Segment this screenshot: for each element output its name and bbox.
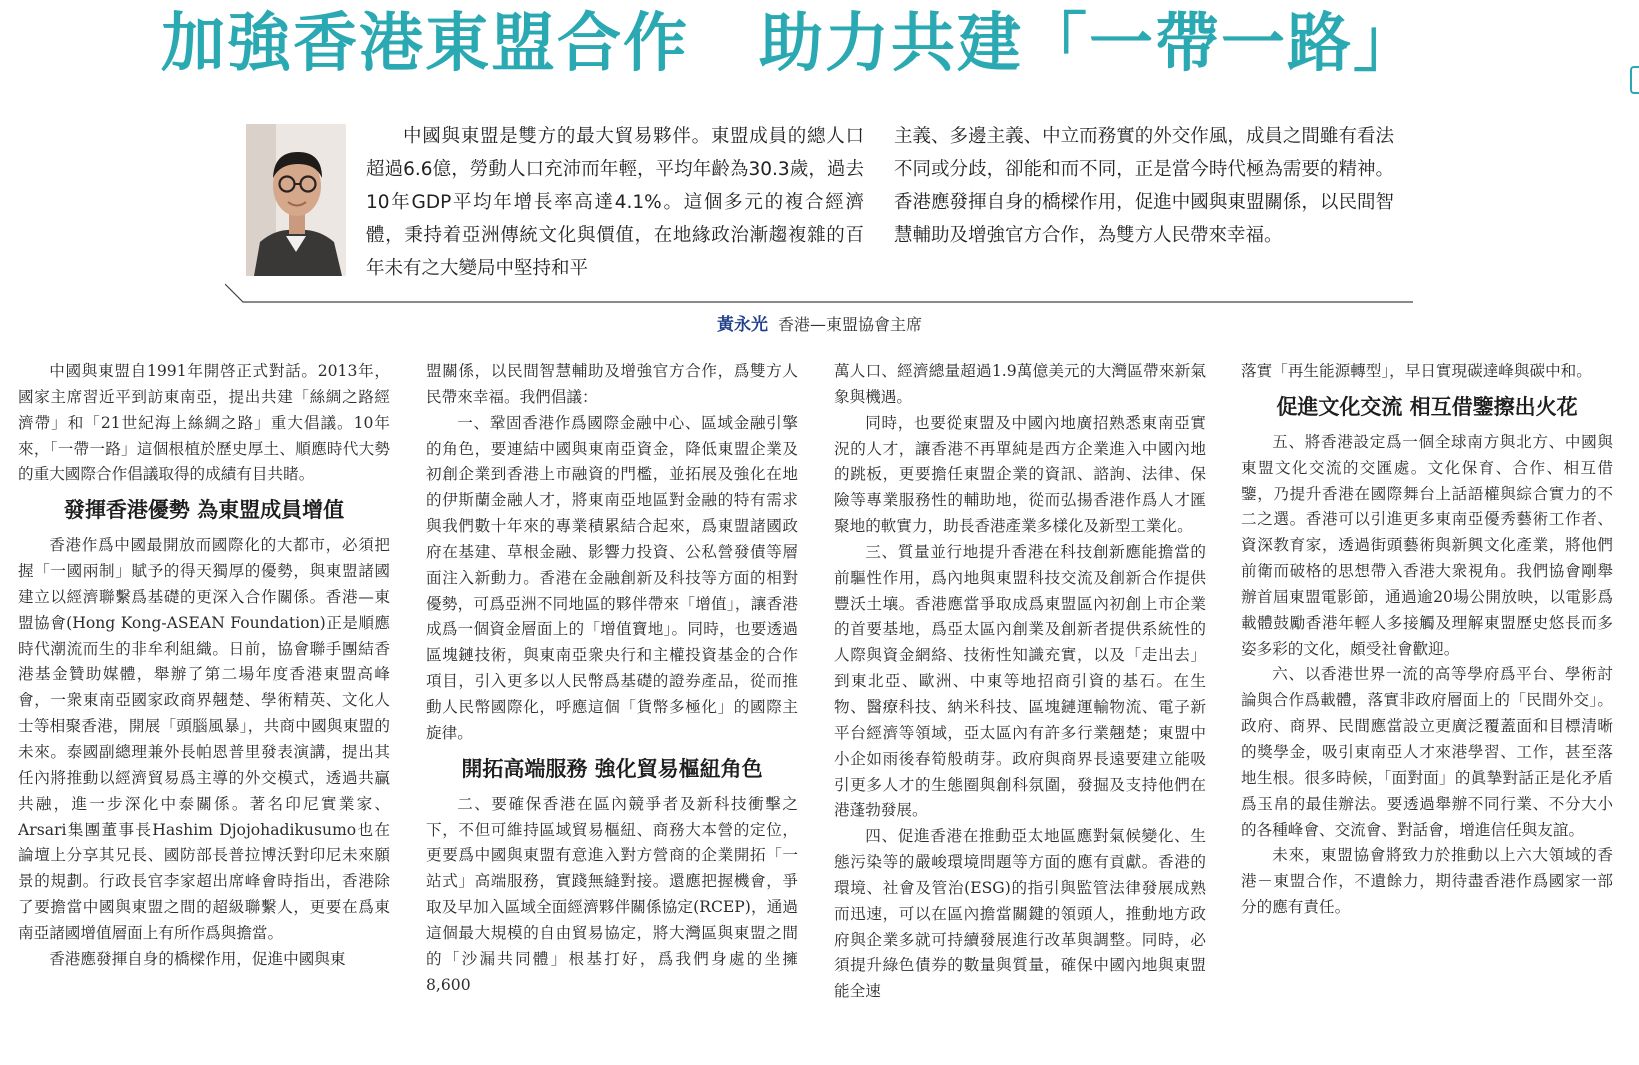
section-heading: 發揮香港優勢 為東盟成員增值 [63,498,345,523]
paragraph: 未來，東盟協會將致力於推動以上六大領域的香港－東盟合作，不遺餘力，期待盡香港作爲國家一部分的應有責任。 [1241,846,1613,917]
paragraph-continued: 落實「再生能源轉型」，早日實現碳達峰與碳中和。 [1241,362,1592,380]
headline-part-1: 加強香港東盟合作 [161,7,689,81]
headline-part-2: 助力共建「一帶一路」 [759,7,1419,81]
paragraph: 一、鞏固香港作爲國際金融中心、區域金融引擎的角色，要連結中國與東南亞資金，降低東盟企業及初創企業到香港上市融資的門檻，並拓展及強化在地的伊斯蘭金融人才，將東南亞地區對金融的特有需求與我們數十年來的專業積累結合起來，爲東盟諸國政府在基建、草根金融、影響力投資、公私營發債等層面注入新動力。香港在金融創新及科技等方面的相對優勢，可爲亞洲不同地區的夥伴帶來「增值」，讓香港成爲一個資金層面上的「增值寶地」。同時，也要透過區塊鏈技術，與東南亞衆央行和主權投資基金的合作項目，引入更多以人民幣爲基礎的證券產品，從而推動人民幣國際化，呼應這個「貨幣多極化」的國際主旋律。 [426,413,798,742]
author-name: 黃永光 [716,315,768,335]
paragraph: 同時，也要從東盟及中國內地廣招熟悉東南亞實況的人才，讓香港不再單純是西方企業進入中國內地的跳板，更要擔任東盟企業的資訊、諮詢、法律、保險等專業服務性的輔助地，從而弘揚香港作爲人才匯聚地的軟實力，助長香港產業多樣化及新型工業化。 [834,413,1206,536]
article-column-3 [834,359,1206,1063]
author-portrait-photo [246,124,346,276]
intro-paragraph-continued: 主義、多邊主義、中立而務實的外交作風，成員之間雖有看法不同或分歧，卻能和而不同，正是當今時代極為需要的精神。香港應發揮自身的橋樑作用，促進中國與東盟關係，以民間智慧輔助及增強官方合作，為雙方人民帶來幸福。 [894,126,1394,246]
paragraph: 中國與東盟自1991年開啓正式對話。2013年，國家主席習近平到訪東南亞，提出共建「絲綢之路經濟帶」和「21世紀海上絲綢之路」重大倡議。10年來，「一帶一路」這個根植於歷史厚土、順應時代大勢的重大國際合作倡議取得的成績有目共睹。 [18,362,390,484]
paragraph-continued: 盟關係，以民間智慧輔助及增強官方合作，爲雙方人民帶來幸福。我們倡議： [426,362,798,406]
paragraph: 二、要確保香港在區內競爭者及新科技衝擊之下，不但可維持區域貿易樞紐、商務大本營的定位，更要爲中國與東盟有意進入對方營商的企業開拓「一站式」高端服務，實踐無縫對接。還應把握機會，爭取及早加入區域全面經濟夥伴關係協定(RCEP)，通過這個最大規模的自由貿易協定，將大灣區與東盟之間的「沙漏共同體」根基打好，爲我們身處的坐擁8,600 [426,794,798,994]
section-heading: 開拓高端服務 強化貿易樞紐角色 [461,756,763,781]
paragraph: 五、將香港設定爲一個全球南方與北方、中國與東盟文化交流的交匯處。文化保育、合作、相互借鑒，乃提升香港在國際舞台上話語權與綜合實力的不二之選。香港可以引進更多東南亞優秀藝術工作者、資深教育家，透過街頭藝術與新興文化產業，將他們前衛而破格的思想帶入香港大衆視角。我們協會剛舉辦首屆東盟電影節，通過逾20場公開放映，以電影爲載體鼓勵香港年輕人多接觸及理解東盟歷史悠長而多姿多彩的文化，頗受社會歡迎。 [1241,432,1613,658]
section-heading: 促進文化交流 相互借鑒擦出火花 [1276,394,1578,419]
paragraph-continued: 萬人口、經濟總量超過1.9萬億美元的大灣區帶來新氣象與機遇。 [834,362,1206,406]
article-column-1 [18,359,390,1063]
byline [0,310,1639,335]
paragraph: 三、質量並行地提升香港在科技創新應能擔當的前驅性作用，爲內地與東盟科技交流及創新合作提供豐沃土壤。香港應當爭取成爲東盟區內初創上市企業的首要基地，爲亞太區內創業及創新者提供系統性的人際與資金網絡、技術性知識充實，以及「走出去」到東北亞、歐洲、中東等地招商引資的基石。在生物、醫療科技、納米科技、區塊鏈運輸物流、電子新平台經濟等領域，亞太區內有許多行業翹楚；東盟中小企如雨後春筍般萌芽。政府與商界長遠要建立能吸引更多人才的生態圈與創科氛圍，發掘及支持他們在港蓬勃發展。 [834,542,1206,820]
edge-tab-mark-icon [1630,66,1639,94]
author-title: 香港—東盟協會主席 [777,315,922,334]
intro-paragraph: 中國與東盟是雙方的最大貿易夥伴。東盟成員的總人口超過6.6億，勞動人口充沛而年輕，平均年齡為30.3歲，過去10年GDP平均年增長率高達4.1%。這個多元的複合經濟體，秉持着亞洲傳統文化與價值，在地緣政治漸趨複雜的百年未有之大變局中堅持和平 [366,126,864,279]
article-column-2 [426,359,798,1063]
paragraph: 香港作爲中國最開放而國際化的大都市，必須把握「一國兩制」賦予的得天獨厚的優勢，與東盟諸國建立以經濟聯繫爲基礎的更深入合作關係。香港—東盟協會(Hong Kong-ASEAN Foundation)正是順應時代潮流而生的非牟利組織。日前，協會聯手團結香港基金贊助媒體，舉辦了第二場年度香港東盟高峰會，一衆東南亞國家政商界翹楚、學術精英、文化人士等相聚香港，開展「頭腦風暴」，共商中國與東盟的未來。泰國副總理兼外長帕恩普里發表演講，提出其任內將推動以經濟貿易爲主導的外交模式，透過共贏共融，進一步深化中泰關係。著名印尼實業家、Arsari集團董事長Hashim Djojohadikusumo也在論壇上分享其兄長、國防部長普拉博沃對印尼未來願景的規劃。行政長官李家超出席峰會時指出，香港除了要擔當中國與東盟之間的超級聯繫人，更要在爲東南亞諸國增值層面上有所作爲與擔當。 [18,536,390,942]
headline [0,0,1580,88]
paragraph: 六、以香港世界一流的高等學府爲平台、學術討論與合作爲載體，落實非政府層面上的「民間外交」。政府、商界、民間應當設立更廣泛覆蓋面和目標清晰的獎學金，吸引東南亞人才來港學習、工作，甚至落地生根。很多時候，「面對面」的眞摯對話正是化矛盾爲玉帛的最佳辦法。要透過舉辦不同行業、不分大小的各種峰會、交流會、對話會，增進信任與友誼。 [1241,665,1613,839]
divider-rule [225,282,1413,306]
paragraph: 四、促進香港在推動亞太地區應對氣候變化、生態污染等的嚴峻環境問題等方面的應有貢獻。香港的環境、社會及管治(ESG)的指引與監管法律發展成熟而迅速，可以在區內擔當關鍵的領頭人，推動地方政府與企業多就可持續發展進行改革與調整。同時，必須提升綠色債券的數量與質量，確保中國內地與東盟能全速 [834,827,1206,1001]
paragraph: 香港應發揮自身的橋樑作用，促進中國與東 [49,949,346,968]
article-column-4 [1241,359,1613,1063]
